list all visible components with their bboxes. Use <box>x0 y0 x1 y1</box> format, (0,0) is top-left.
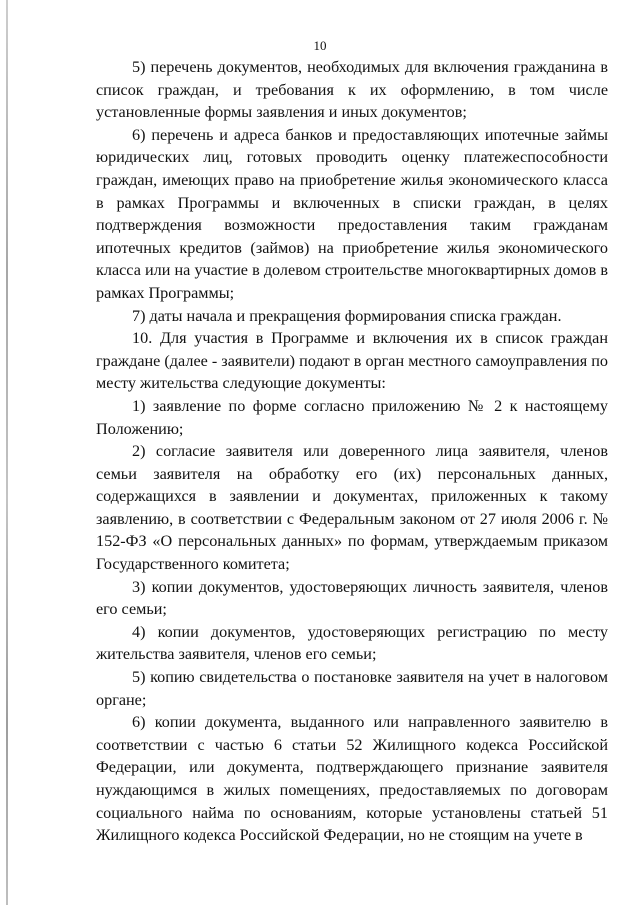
paragraph-doc-1-application: 1) заявление по форме согласно приложению № 2 к настоящему Положению; <box>96 396 608 438</box>
paragraph-item-7-dates: 7) даты начала и прекращения формирования списка граждан. <box>132 306 562 325</box>
paragraph-doc-5-tax-certificate: 5) копию свидетельства о постановке заявителя на учет в налоговом органе; <box>96 668 608 709</box>
paragraph-doc-6-housing-need: 6) копии документа, выданного или направленного заявителю в соответствии с частью 6 статьи 52 Жилищного кодекса Российской Федерации, или документа, подтверждающего признание заявителя нуждающимся в жилых помещениях, предоставляемых по договорам социального найма по основаниям, которые установлены статьей 51 Жилищного кодекса Российской Федерации, но не стоящим на учете в <box>96 713 608 845</box>
paragraph-item-5-document-list: 5) перечень документов, необходимых для включения гражданина в список граждан, и требования к их оформлению, в том числе установленные формы заявления и иных документов; <box>96 58 608 122</box>
document-body <box>96 56 608 847</box>
page-number: 10 <box>313 38 327 53</box>
scan-edge-shadow <box>6 0 8 905</box>
paragraph-doc-4-registration: 4) копии документов, удостоверяющих регистрацию по месту жительства заявителя, членов его семьи; <box>96 622 608 664</box>
paragraph-doc-3-identity: 3) копии документов, удостоверяющих личность заявителя, членов его семьи; <box>96 577 608 619</box>
paragraph-section-10: 10. Для участия в Программе и включения их в список граждан граждане (далее - заявители) подают в орган местного самоуправления по месту жительства следующие документы: <box>96 329 609 393</box>
paragraph-doc-2-consent: 2) согласие заявителя или доверенного лица заявителя, членов семьи заявителя на обработку его (их) персональных данных, содержащихся в заявлении и документах, приложенных к такому заявлению, в соответствии с Федеральным законом от 27 июля 2006 г. № 152-ФЗ «О персональных данных» по формам, утверждаемым приказом Государственного комитета; <box>96 442 608 574</box>
paragraph-item-6-banks-list: 6) перечень и адреса банков и предоставляющих ипотечные займы юридических лиц, готовых проводить оценку платежеспособности граждан, имеющих право на приобретение жилья экономического класса в рамках Программы и включенных в списки граждан, в целях подтверждения возможности предоставления таким гражданам ипотечных кредитов (займов) на приобретение жилья экономического класса или на участие в долевом строительстве многоквартирных домов в рамках Программы; <box>96 125 608 302</box>
